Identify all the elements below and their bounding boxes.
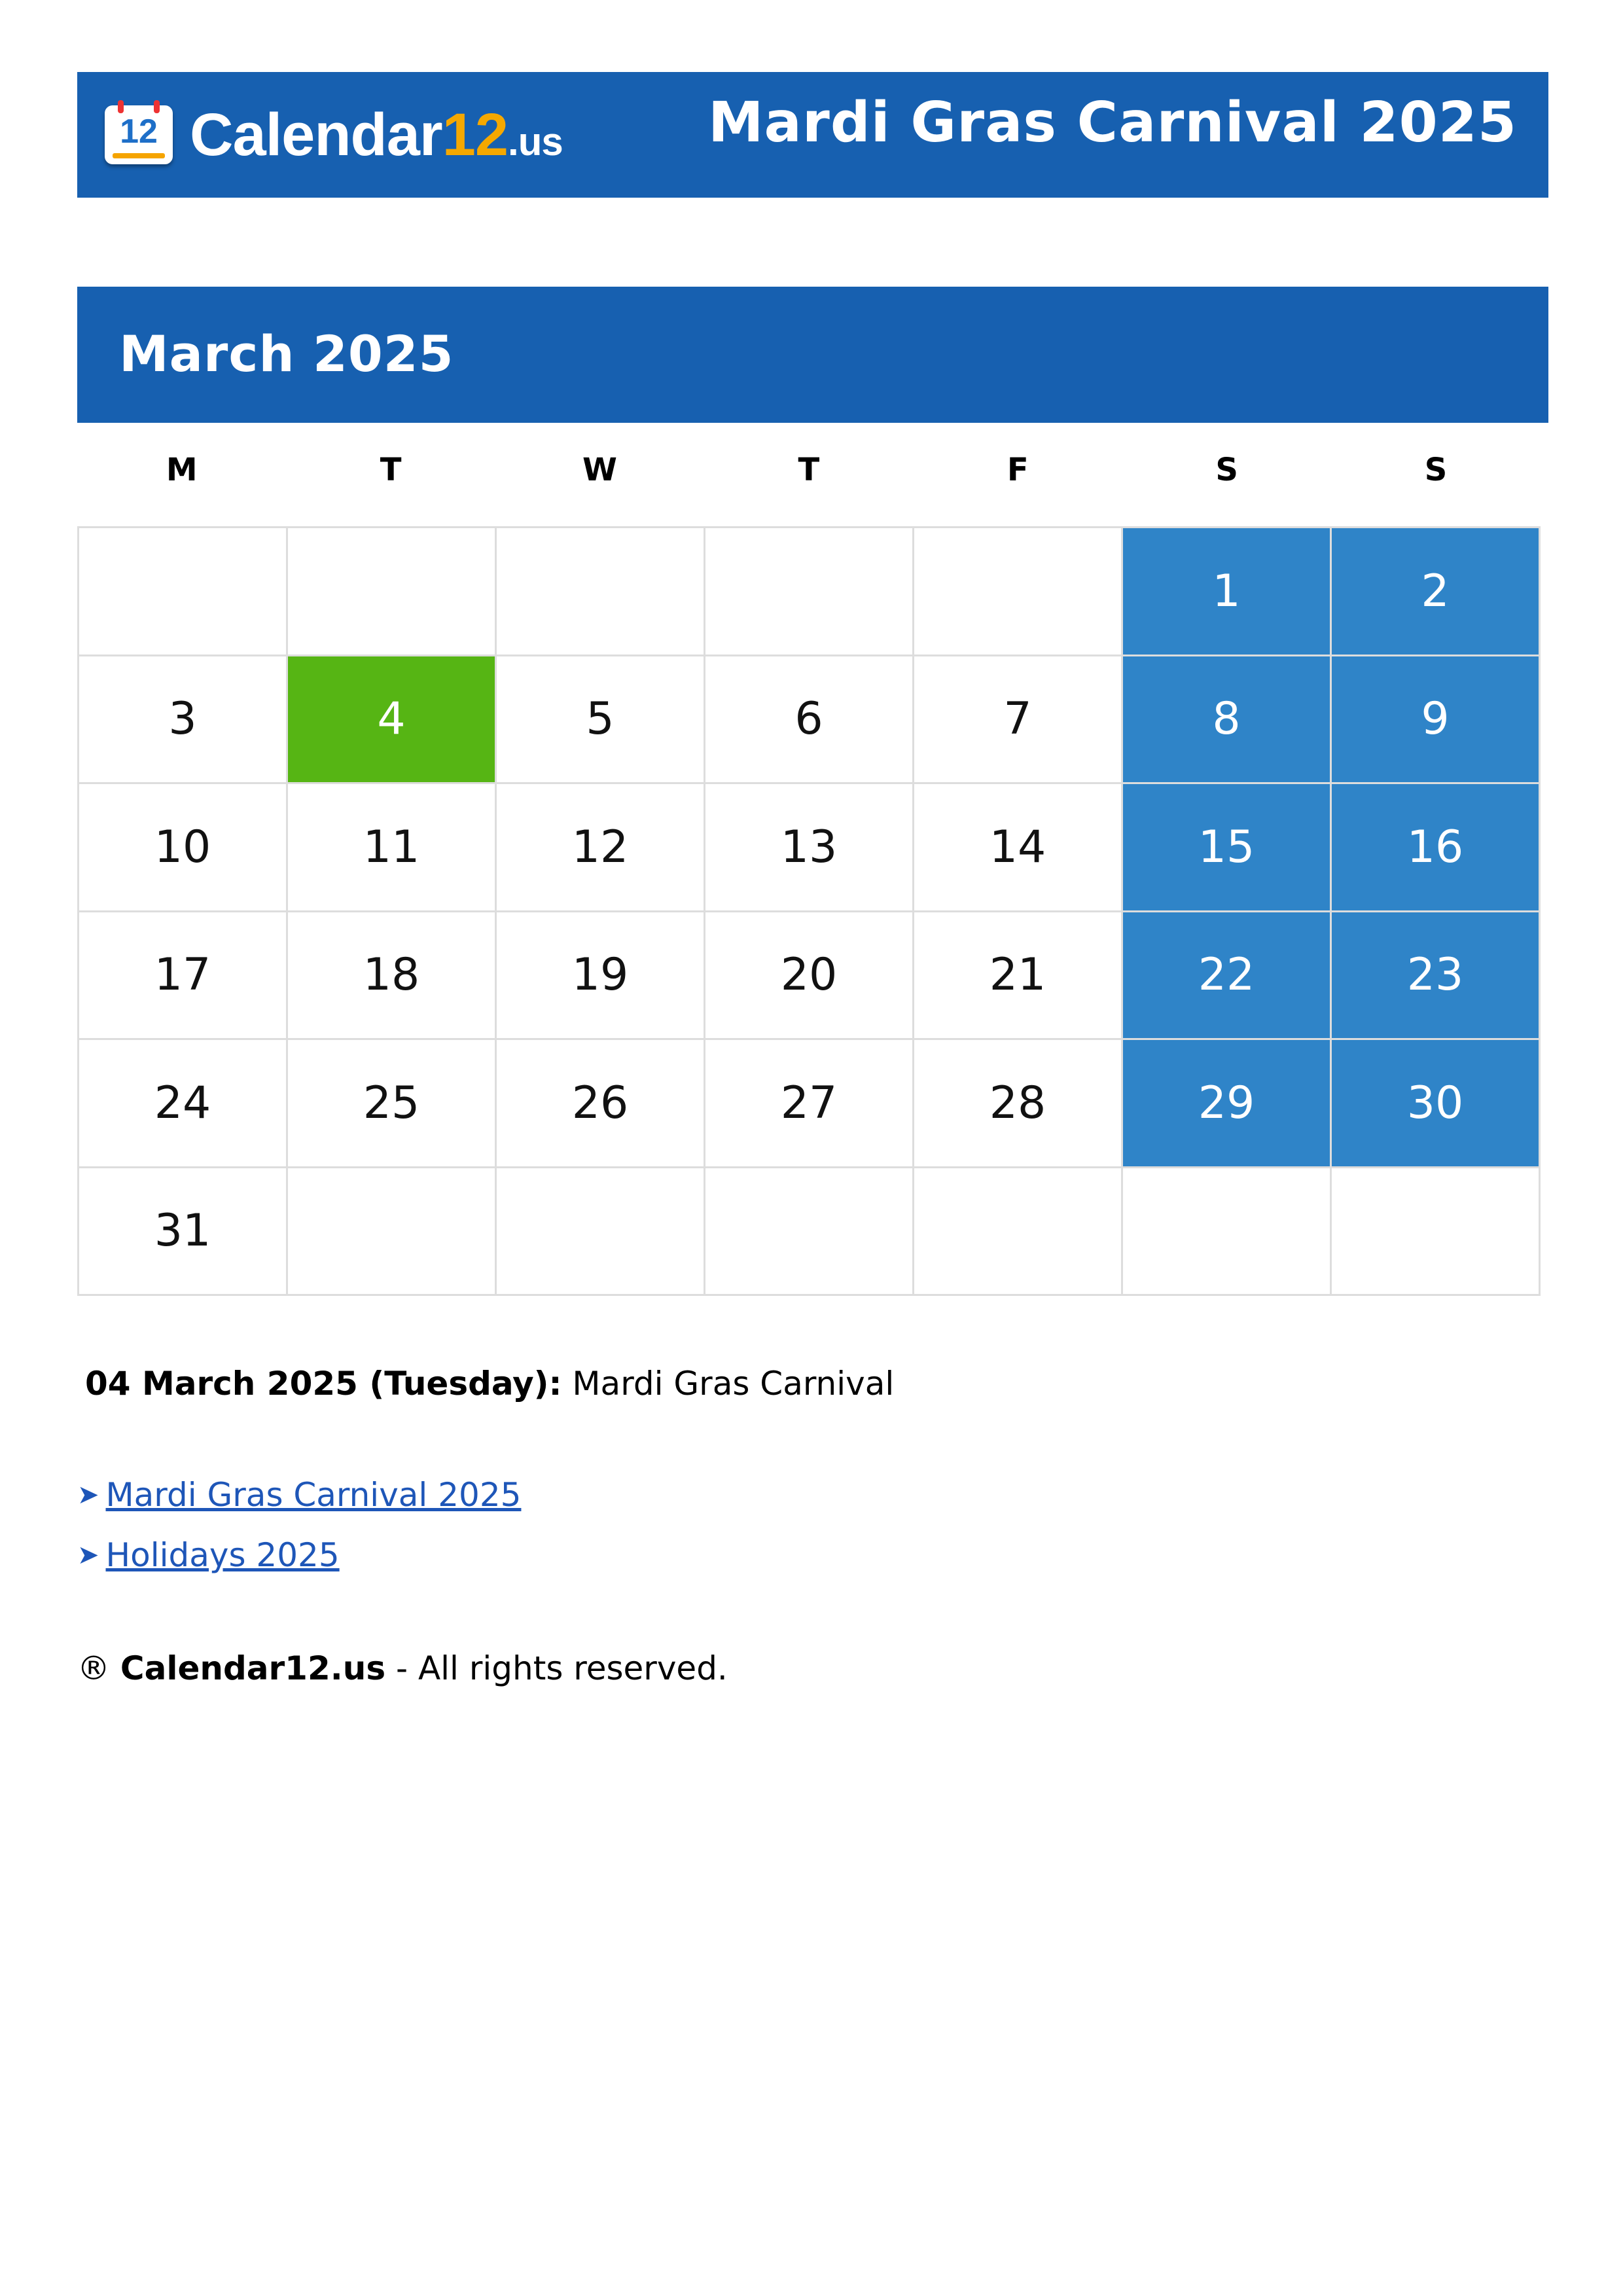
empty-day-cell bbox=[914, 1168, 1123, 1297]
footer-text: - All rights reserved. bbox=[396, 1649, 728, 1687]
link-holidays-2025[interactable]: Holidays 2025 bbox=[105, 1536, 340, 1574]
calendar-grid bbox=[77, 526, 1541, 1296]
calendar-icon-number: 12 bbox=[120, 113, 158, 151]
day-cell[interactable]: 12 bbox=[497, 784, 705, 912]
logo-prefix: Calendar bbox=[190, 101, 442, 168]
weekday-label: M bbox=[166, 452, 198, 488]
day-cell[interactable]: 17 bbox=[79, 912, 288, 1041]
day-cell[interactable]: 21 bbox=[914, 912, 1123, 1041]
event-date: 04 March 2025 (Tuesday): bbox=[85, 1365, 562, 1403]
event-name: Mardi Gras Carnival bbox=[572, 1365, 895, 1403]
logo-wordmark bbox=[190, 101, 563, 168]
empty-day-cell bbox=[1332, 1168, 1541, 1297]
empty-day-cell bbox=[288, 1168, 497, 1297]
site-logo[interactable] bbox=[105, 101, 563, 168]
day-cell[interactable]: 7 bbox=[914, 656, 1123, 785]
empty-day-cell bbox=[497, 1168, 705, 1297]
day-cell[interactable]: 18 bbox=[288, 912, 497, 1041]
footer-brand: Calendar12.us bbox=[120, 1649, 386, 1687]
empty-day-cell bbox=[1123, 1168, 1332, 1297]
empty-day-cell bbox=[914, 528, 1123, 656]
weekday-label: F bbox=[1007, 452, 1029, 488]
footer bbox=[77, 1649, 728, 1687]
day-cell[interactable]: 26 bbox=[497, 1040, 705, 1168]
weekday-label: W bbox=[582, 452, 617, 488]
day-cell[interactable]: 19 bbox=[497, 912, 705, 1041]
day-cell[interactable]: 29 bbox=[1123, 1040, 1332, 1168]
day-cell[interactable]: 15 bbox=[1123, 784, 1332, 912]
link-mardi-gras-2025[interactable]: Mardi Gras Carnival 2025 bbox=[105, 1476, 522, 1514]
logo-tld: .us bbox=[508, 120, 563, 164]
registered-symbol: ® bbox=[77, 1649, 110, 1687]
weekday-label: T bbox=[798, 452, 820, 488]
day-cell[interactable]: 13 bbox=[705, 784, 914, 912]
day-cell[interactable]: 24 bbox=[79, 1040, 288, 1168]
day-cell[interactable]: 11 bbox=[288, 784, 497, 912]
arrow-right-icon: ➤ bbox=[77, 1540, 99, 1570]
page-title: Mardi Gras Carnival 2025 bbox=[707, 90, 1517, 155]
site-header bbox=[77, 72, 1548, 198]
day-cell[interactable]: 22 bbox=[1123, 912, 1332, 1041]
day-cell[interactable]: 30 bbox=[1332, 1040, 1541, 1168]
empty-day-cell bbox=[79, 528, 288, 656]
weekday-header-row bbox=[77, 452, 1541, 488]
day-cell[interactable]: 3 bbox=[79, 656, 288, 785]
weekday-label: T bbox=[380, 452, 402, 488]
holiday-day-cell[interactable]: 4 bbox=[288, 656, 497, 785]
related-links bbox=[77, 1465, 521, 1585]
day-cell[interactable]: 14 bbox=[914, 784, 1123, 912]
day-cell[interactable]: 25 bbox=[288, 1040, 497, 1168]
calendar-icon bbox=[105, 105, 173, 164]
day-cell[interactable]: 10 bbox=[79, 784, 288, 912]
holiday-event bbox=[85, 1365, 894, 1403]
day-cell[interactable]: 23 bbox=[1332, 912, 1541, 1041]
day-cell[interactable]: 9 bbox=[1332, 656, 1541, 785]
empty-day-cell bbox=[497, 528, 705, 656]
day-cell[interactable]: 6 bbox=[705, 656, 914, 785]
day-cell[interactable]: 27 bbox=[705, 1040, 914, 1168]
arrow-right-icon: ➤ bbox=[77, 1480, 99, 1510]
day-cell[interactable]: 16 bbox=[1332, 784, 1541, 912]
empty-day-cell bbox=[705, 528, 914, 656]
day-cell[interactable]: 31 bbox=[79, 1168, 288, 1297]
empty-day-cell bbox=[288, 528, 497, 656]
month-title: March 2025 bbox=[119, 325, 454, 383]
day-cell[interactable]: 8 bbox=[1123, 656, 1332, 785]
month-header bbox=[77, 287, 1548, 423]
link-item bbox=[77, 1525, 521, 1585]
weekday-label: S bbox=[1215, 452, 1238, 488]
weekday-label: S bbox=[1424, 452, 1448, 488]
day-cell[interactable]: 2 bbox=[1332, 528, 1541, 656]
empty-day-cell bbox=[705, 1168, 914, 1297]
day-cell[interactable]: 5 bbox=[497, 656, 705, 785]
logo-accent: 12 bbox=[442, 101, 508, 168]
day-cell[interactable]: 28 bbox=[914, 1040, 1123, 1168]
link-item bbox=[77, 1465, 521, 1525]
day-cell[interactable]: 20 bbox=[705, 912, 914, 1041]
day-cell[interactable]: 1 bbox=[1123, 528, 1332, 656]
